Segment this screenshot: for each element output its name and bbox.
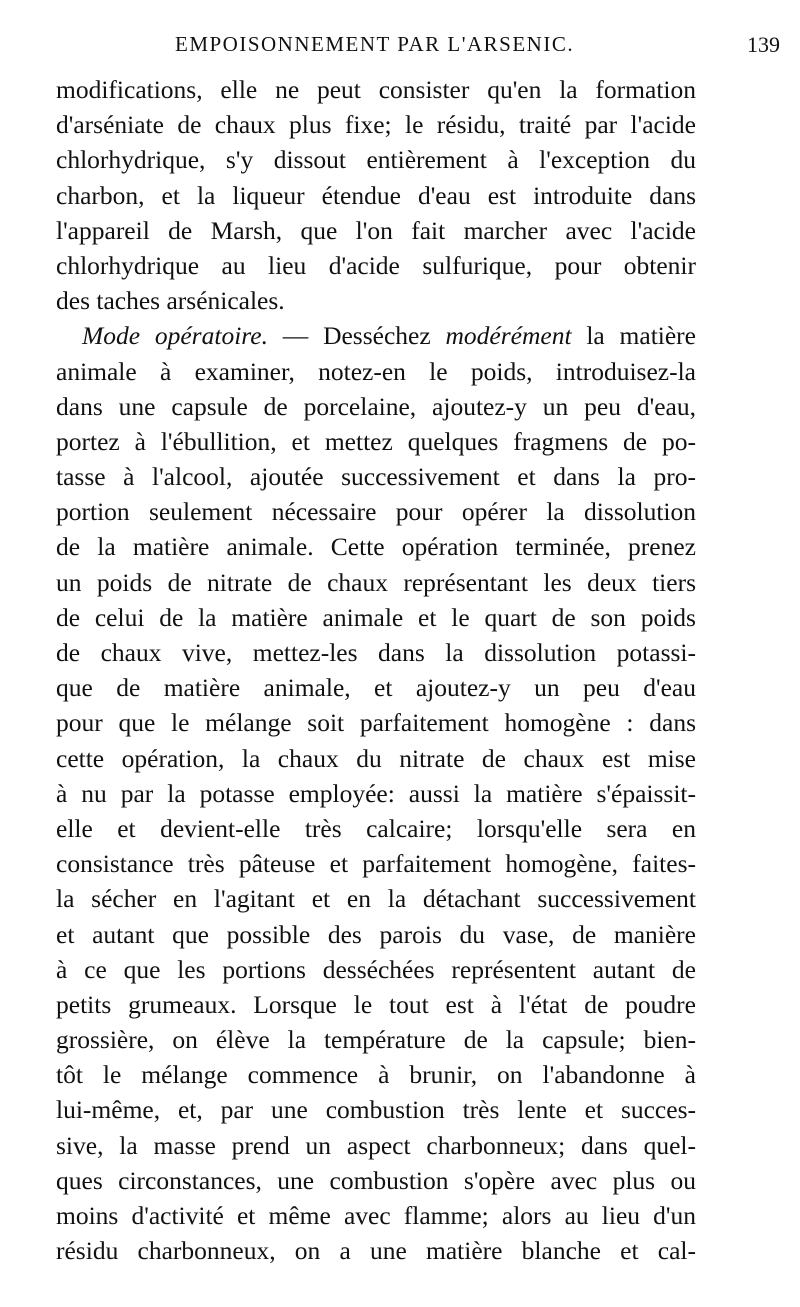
text-line: cette opération, la chaux du nitrate de chaux est mise [56,743,696,773]
text-fragment: la matière [571,321,696,351]
text-line: d'arséniate de chaux plus fixe; le résidu, traité par l'acide [56,110,696,140]
text-line: grossière, on élève la température de la capsule; bien- [56,1025,696,1055]
page-number: 139 [747,32,780,57]
text-line: à nu par la potasse employée: aussi la matière s'épaissit- [56,778,696,808]
text-line: que de matière animale, et ajoutez-y un peu d'eau [56,673,696,703]
text-line: moins d'activité et même avec flamme; alors au lieu d'un [56,1201,696,1230]
page-header [175,32,780,62]
text-line: un poids de nitrate de chaux représentant les deux tiers [56,567,696,597]
text-line: charbon, et la liqueur étendue d'eau est introduite dans [56,180,696,210]
text-line: tôt le mélange commence à brunir, on l'abandonne à [56,1060,696,1090]
text-line: chlorhydrique, s'y dissout entièrement à l'exception du [56,145,696,175]
section-label: Mode opératoire. [82,321,268,351]
text-line: résidu charbonneux, on a une matière blanche et cal- [56,1236,696,1266]
text-line: chlorhydrique au lieu d'acide sulfurique, pour obtenir [56,250,696,280]
text-line: portez à l'ébullition, et mettez quelques fragmens de po- [56,426,696,456]
text-line: la sécher en l'agitant et en la détachant successivement [56,884,696,914]
text-line: consistance très pâteuse et parfaitement homogène, faites- [56,849,696,879]
text-line: tasse à l'alcool, ajoutée successivement et dans la pro- [56,462,696,492]
text-line: de chaux vive, mettez-les dans la dissolution potassi- [56,638,696,667]
text-line: de la matière animale. Cette opération terminée, prenez [56,532,696,562]
body-text [56,72,696,1268]
text-line: elle et devient-elle très calcaire; lorsqu'elle sera en [56,813,696,843]
text-line: petits grumeaux. Lorsque le tout est à l'état de poudre [56,989,696,1019]
paragraph-start-line [56,318,696,353]
text-line: animale à examiner, notez-en le poids, introduisez-la [56,356,696,386]
text-line: dans une capsule de porcelaine, ajoutez-y un peu d'eau, [56,391,696,421]
text-line: portion seulement nécessaire pour opérer la dissolution [56,497,696,527]
text-line: ques circonstances, une combustion s'opère avec plus ou [56,1165,696,1195]
text-line: lui-même, et, par une combustion très lente et succes- [56,1095,696,1125]
running-head: EMPOISONNEMENT PAR L'ARSENIC. [175,32,575,56]
text-line: l'appareil de Marsh, que l'on fait marcher avec l'acide [56,215,696,245]
text-line: à ce que les portions desséchées représentent autant de [56,954,696,984]
text-line: et autant que possible des parois du vase, de manière [56,919,696,949]
text-line: des taches arsénicales. [56,286,285,316]
emphasis: modérément [445,321,572,351]
text-line: de celui de la matière animale et le quart de son poids [56,602,696,632]
text-line: pour que le mélange soit parfaitement homogène : dans [56,708,696,738]
text-line: modifications, elle ne peut consister qu'en la formation [56,75,696,104]
text-line: sive, la masse prend un aspect charbonneux; dans quel- [56,1130,696,1160]
text-fragment: — Desséchez [267,321,446,351]
